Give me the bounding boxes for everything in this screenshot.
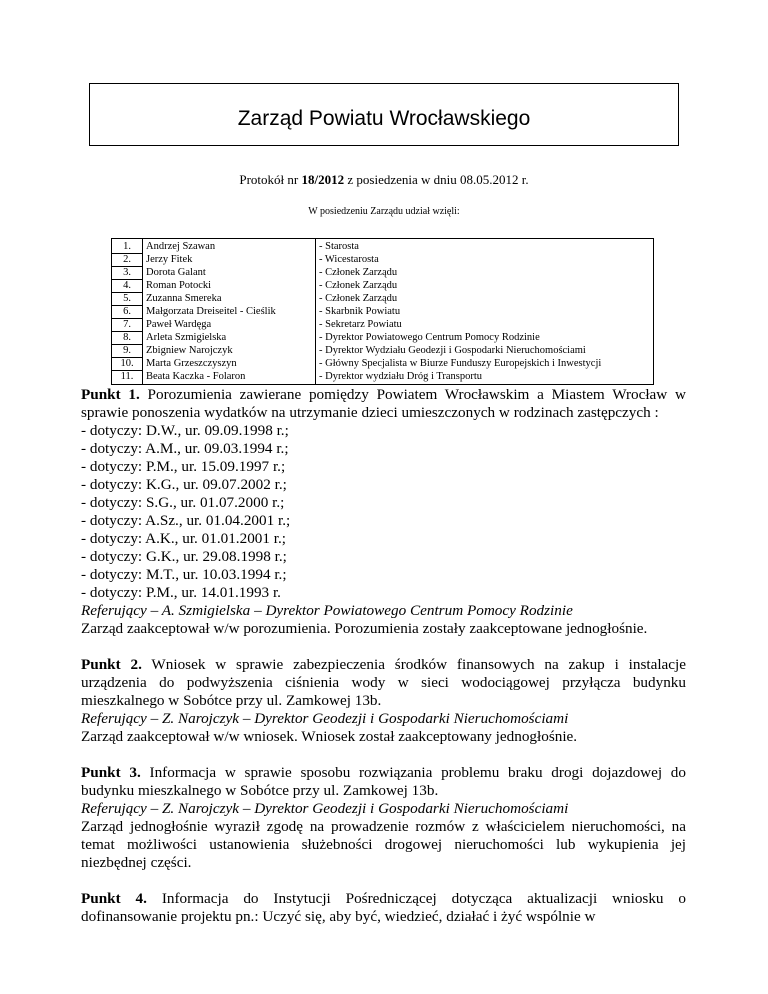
punkt-1-label: Punkt 1. <box>81 386 140 403</box>
punkt-3-text: Informacja w sprawie sposobu rozwiązania problemu braku drogi dojazdowej do budynku mieszkalnego w Sobótce przy ul. Zamkowej 13b. <box>81 764 686 799</box>
punkt-2-label: Punkt 2. <box>81 656 142 673</box>
table-row <box>112 319 654 332</box>
list-item: - dotyczy: A.Sz., ur. 01.04.2001 r.; <box>81 512 291 529</box>
document-title: Zarząd Powiatu Wrocławskiego <box>237 106 531 130</box>
table-row <box>112 371 654 385</box>
members-table <box>111 238 654 385</box>
document-body <box>81 386 686 926</box>
member-number: 11. <box>112 371 143 385</box>
member-role: - Dyrektor wydziału Dróg i Transportu <box>316 371 654 385</box>
attendance-heading: W posiedzeniu Zarządu udział wzięli: <box>308 206 460 217</box>
list-item: - dotyczy: P.M., ur. 14.01.1993 r. <box>81 584 281 601</box>
punkt-2-decision: Zarząd zaakceptował w/w wniosek. Wniosek został zaakceptowany jednogłośnie. <box>81 728 578 745</box>
member-name: Zbigniew Narojczyk <box>143 345 316 358</box>
member-role: - Skarbnik Powiatu <box>316 306 654 319</box>
member-role: - Starosta <box>316 239 654 254</box>
table-row <box>112 254 654 267</box>
member-number: 1. <box>112 239 143 254</box>
punkt-3-decision: Zarząd jednogłośnie wyraził zgodę na prowadzenie rozmów z właścicielem nieruchomości, na temat możliwości ustanowienia służebności drogowej nieruchomości lub wykupienia jej niezbędnej części. <box>81 818 686 871</box>
punkt-1-intro <box>81 386 686 422</box>
member-number: 2. <box>112 254 143 267</box>
list-item: - dotyczy: P.M., ur. 15.09.1997 r.; <box>81 458 286 475</box>
list-item: - dotyczy: A.K., ur. 01.01.2001 r.; <box>81 530 287 547</box>
protocol-prefix: Protokół nr <box>239 172 302 187</box>
member-name: Arleta Szmigielska <box>143 332 316 345</box>
punkt-2-text: Wniosek w sprawie zabezpieczenia środków finansowych na zakup i instalacje urządzenia do podwyższenia ciśnienia wody w sieci wodociągowej przyłącza budynku mieszkalnego w Sobótce przy ul. Zamkowej 13b. <box>81 656 686 709</box>
member-role: - Dyrektor Powiatowego Centrum Pomocy Rodzinie <box>316 332 654 345</box>
member-role: - Sekretarz Powiatu <box>316 319 654 332</box>
list-item: - dotyczy: K.G., ur. 09.07.2002 r.; <box>81 476 287 493</box>
member-role: - Wicestarosta <box>316 254 654 267</box>
table-row <box>112 267 654 280</box>
member-number: 3. <box>112 267 143 280</box>
member-number: 4. <box>112 280 143 293</box>
member-number: 10. <box>112 358 143 371</box>
member-number: 9. <box>112 345 143 358</box>
member-name: Jerzy Fitek <box>143 254 316 267</box>
list-item: - dotyczy: A.M., ur. 09.03.1994 r.; <box>81 440 289 457</box>
member-name: Marta Grzeszczyszyn <box>143 358 316 371</box>
member-name: Dorota Galant <box>143 267 316 280</box>
punkt-1-referent <box>81 602 686 620</box>
list-item: - dotyczy: G.K., ur. 29.08.1998 r.; <box>81 548 287 565</box>
member-name: Małgorzata Dreiseitel - Cieślik <box>143 306 316 319</box>
punkt-3-intro <box>81 764 686 800</box>
punkt-2-referent-text: Referujący – Z. Narojczyk – Dyrektor Geodezji i Gospodarki Nieruchomościami <box>81 710 569 727</box>
member-number: 6. <box>112 306 143 319</box>
punkt-4-text: Informacja do Instytucji Pośredniczącej dotycząca aktualizacji wniosku o dofinansowanie projektu pn.: Uczyć się, aby być, wiedzieć, działać i żyć wspólnie w <box>81 890 686 925</box>
member-role: - Główny Specjalista w Biurze Funduszy Europejskich i Inwestycji <box>316 358 654 371</box>
table-row <box>112 345 654 358</box>
table-row <box>112 332 654 345</box>
protocol-suffix: z posiedzenia w dniu 08.05.2012 r. <box>344 172 529 187</box>
member-role: - Członek Zarządu <box>316 267 654 280</box>
punkt-4-label: Punkt 4. <box>81 890 147 907</box>
member-role: - Dyrektor Wydziału Geodezji i Gospodarki Nieruchomościami <box>316 345 654 358</box>
punkt-3-referent-text: Referujący – Z. Narojczyk – Dyrektor Geodezji i Gospodarki Nieruchomościami <box>81 800 569 817</box>
member-name: Zuzanna Smereka <box>143 293 316 306</box>
title-box <box>89 83 679 146</box>
table-row <box>112 280 654 293</box>
table-row <box>112 239 654 254</box>
member-name: Paweł Wardęga <box>143 319 316 332</box>
punkt-3-label: Punkt 3. <box>81 764 141 781</box>
punkt-2-intro <box>81 656 686 710</box>
punkt-1-items <box>81 422 686 602</box>
punkt-3-referent <box>81 800 686 818</box>
list-item: - dotyczy: M.T., ur. 10.03.1994 r.; <box>81 566 287 583</box>
list-item: - dotyczy: D.W., ur. 09.09.1998 r.; <box>81 422 289 439</box>
table-row <box>112 306 654 319</box>
member-role: - Członek Zarządu <box>316 280 654 293</box>
protocol-number: 18/2012 <box>301 172 345 187</box>
member-number: 5. <box>112 293 143 306</box>
table-row <box>112 293 654 306</box>
member-number: 8. <box>112 332 143 345</box>
table-row <box>112 358 654 371</box>
member-name: Roman Potocki <box>143 280 316 293</box>
member-role: - Członek Zarządu <box>316 293 654 306</box>
punkt-2-referent <box>81 710 686 728</box>
member-number: 7. <box>112 319 143 332</box>
member-name: Beata Kaczka - Folaron <box>143 371 316 385</box>
member-name: Andrzej Szawan <box>143 239 316 254</box>
punkt-1-text: Porozumienia zawierane pomiędzy Powiatem Wrocławskim a Miastem Wrocław w sprawie ponoszenia wydatków na utrzymanie dzieci umieszczonych w rodzinach zastępczych : <box>81 386 686 421</box>
punkt-1-referent-text: Referujący – A. Szmigielska – Dyrektor Powiatowego Centrum Pomocy Rodzinie <box>81 602 573 619</box>
punkt-1-decision: Zarząd zaakceptował w/w porozumienia. Porozumienia zostały zaakceptowane jednogłośnie. <box>81 620 648 637</box>
list-item: - dotyczy: S.G., ur. 01.07.2000 r.; <box>81 494 285 511</box>
punkt-4-intro <box>81 890 686 926</box>
protocol-line <box>0 172 768 188</box>
